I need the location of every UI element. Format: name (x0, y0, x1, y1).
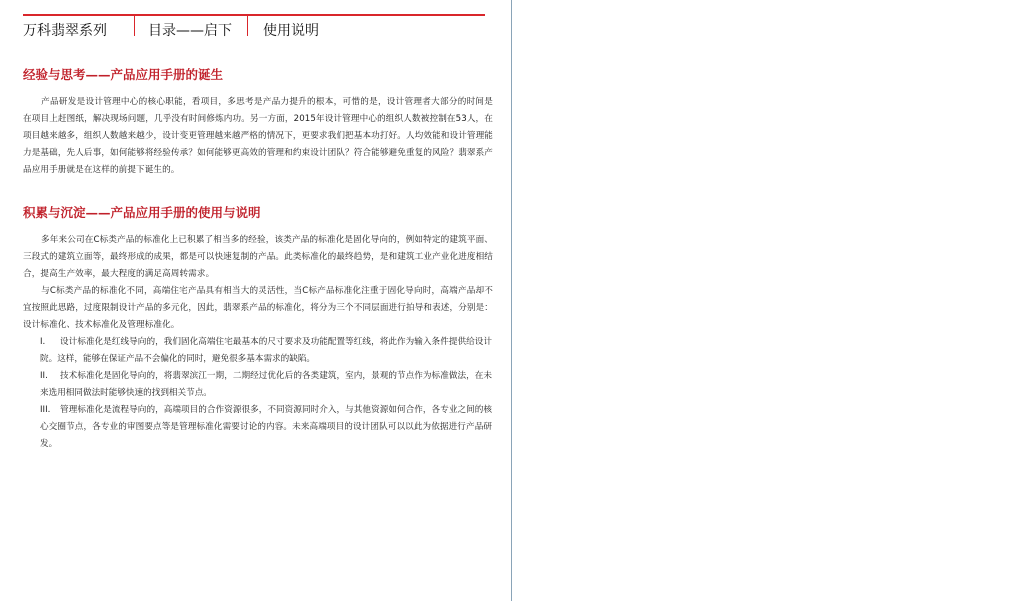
blank-area (512, 0, 1024, 601)
list-item-text: 设计标准化是红线导向的，我们固化高端住宅最基本的尺寸要求及功能配置等红线，将此作为输入条件提供给设计院。这样，能够在保证产品不会偏化的同时，避免很多基本需求的缺陷。 (40, 337, 492, 364)
document-page (0, 0, 511, 601)
paragraph (23, 283, 493, 334)
section-title: 经验与思考——产品应用手册的诞生 (23, 67, 224, 82)
list-item-number: III. (40, 405, 51, 415)
list-item-number: I. (40, 337, 46, 347)
list-item-text: 管理标准化是流程导向的，高端项目的合作资源很多，不同资源同时介入，与其他资源如何合作，各专业之间的核心交圈节点，各专业的审图要点等是管理标准化需要讨论的内容。未来高端项目的设计团队可以以此为依据进行产品研发。 (40, 405, 492, 449)
list-item (40, 402, 492, 453)
header-series-title: 万科翡翠系列 (23, 23, 107, 39)
header-separator (134, 16, 135, 36)
list-item (40, 334, 492, 368)
paragraph (23, 94, 493, 179)
list-item-text: 技术标准化是固化导向的，将翡翠滨江一期，二期经过优化后的各类建筑，室内，景观的节点作为标准做法，在未来选用相同做法时能够快速的找到相关节点。 (40, 371, 492, 398)
list-item-number: II. (40, 371, 48, 381)
paragraph-text: 产品研发是设计管理中心的核心职能，看项目，多思考是产品力提升的根本，可惜的是，设计管理者大部分的时间是在项目上赶图纸，解决现场问题，几乎没有时间修炼内功。另一方面，2015年设计管理中心的组织人数被控制在53人，在项目越来越多，组织人数越来越少，设计变更管理越来越严格的情况下，更要求我们把基本功打好。人均效能和设计管理能力是基础，先人后事，如何能够将经验传承？如何能够更高效的管理和约束设计团队？符合能够避免重复的风险？翡翠系产品应用手册就是在这样的前提下诞生的。 (23, 97, 493, 175)
list-item (40, 368, 492, 402)
section-title: 积累与沉淀——产品应用手册的使用与说明 (23, 205, 261, 220)
paragraph (23, 232, 493, 283)
paragraph-text: 多年来公司在C标类产品的标准化上已积累了相当多的经验，该类产品的标准化是固化导向的，例如特定的建筑平面、三段式的建筑立面等，最终形成的成果，都是可以快速复制的产品。此类标准化的最终趋势，是和建筑工业产业化进度相结合，提高生产效率，最大程度的满足高周转需求。 (23, 235, 493, 279)
page-header (23, 14, 485, 38)
header-separator (247, 16, 248, 36)
paragraph-text: 与C标类产品的标准化不同，高端住宅产品具有相当大的灵活性，当C标产品标准化注重于固化导向时，高端产品却不宜按照此思路，过度限制设计产品的多元化，因此，翡翠系产品的标准化，将分为三个不同层面进行拍导和表述，分别是：设计标准化、技术标准化及管理标准化。 (23, 286, 493, 330)
header-rule (23, 14, 485, 16)
header-toc-title: 目录——启下 (148, 23, 232, 39)
header-usage-title: 使用说明 (263, 23, 319, 39)
